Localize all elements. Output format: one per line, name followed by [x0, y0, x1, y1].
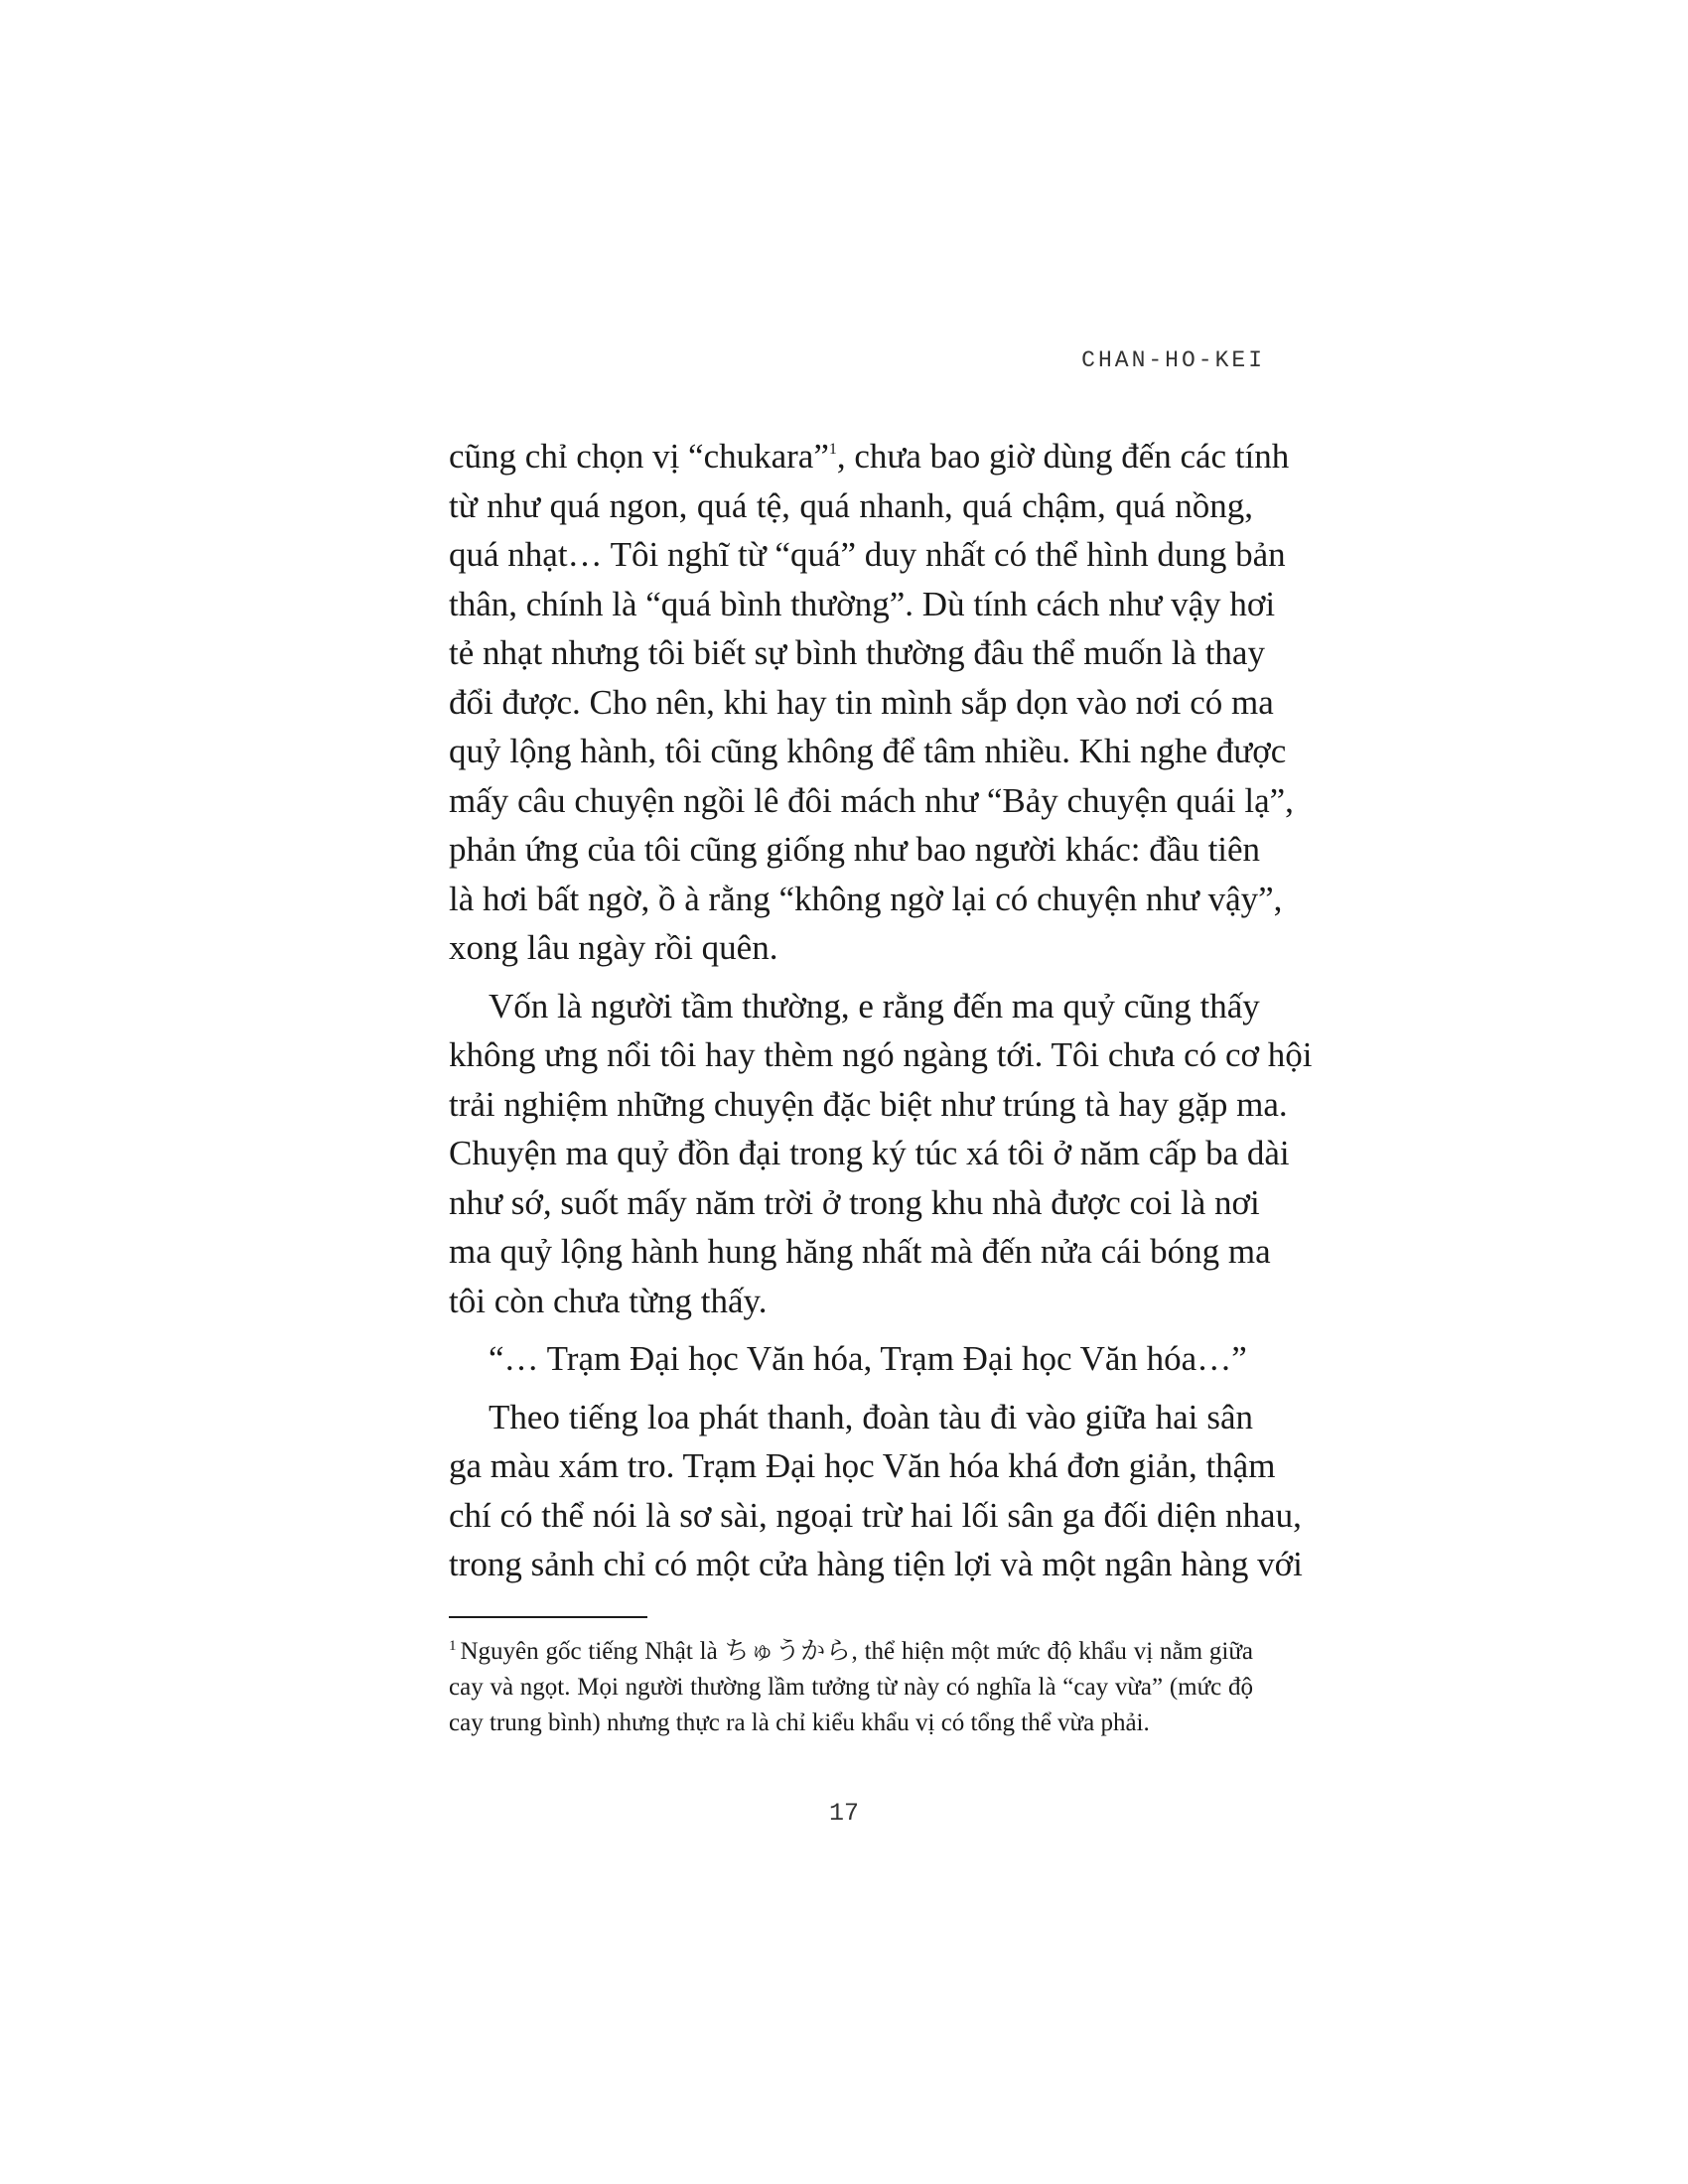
paragraph-4	[449, 1393, 1303, 1589]
footnote-reference[interactable]: 1	[828, 441, 837, 458]
text-line: ma quỷ lộng hành hung hăng nhất mà đến nửa cái bóng ma	[449, 1232, 1271, 1271]
text-line: cũng chỉ chọn vị “chukara”$^1$, chưa bao giờ dùng đến các tính	[449, 437, 1290, 476]
text-line: ga màu xám tro. Trạm Đại học Văn hóa khá đơn giản, thậm	[449, 1446, 1276, 1485]
text-line: trải nghiệm những chuyện đặc biệt như trúng tà hay gặp ma.	[449, 1084, 1288, 1124]
running-header: CHAN-HO-KEI	[1081, 347, 1265, 373]
text-line: Vốn là người tầm thường, e rằng đến ma quỷ cũng thấy	[489, 986, 1260, 1025]
text-line: tôi còn chưa từng thấy.	[449, 1281, 768, 1320]
footnote	[449, 1634, 1253, 1741]
paragraph-1	[449, 432, 1294, 973]
text-line: là hơi bất ngờ, ồ à rằng “không ngờ lại có chuyện như vậy”,	[449, 879, 1283, 918]
footnote-line: $^1$ Nguyên gốc tiếng Nhật là ちゅうから, thể hiện một mức độ khẩu vị nằm giữa	[449, 1638, 1253, 1665]
text-line: chí có thể nói là sơ sài, ngoại trừ hai lối sân ga đối diện nhau,	[449, 1495, 1302, 1535]
footnote-line: cay và ngọt. Mọi người thường lầm tưởng từ này có nghĩa là “cay vừa” (mức độ	[449, 1674, 1253, 1701]
text-line: từ như quá ngon, quá tệ, quá nhanh, quá chậm, quá nồng,	[449, 485, 1253, 525]
text-line: mấy câu chuyện ngồi lê đôi mách như “Bảy chuyện quái lạ”,	[449, 780, 1294, 820]
paragraph-2	[449, 982, 1313, 1326]
footnote-line: cay trung bình) nhưng thực ra là chỉ kiểu khẩu vị có tổng thể vừa phải.	[449, 1709, 1150, 1736]
text-line: phản ứng của tôi cũng giống như bao người khác: đầu tiên	[449, 830, 1261, 869]
footnote-divider	[449, 1616, 647, 1618]
paragraph-3	[449, 1334, 1253, 1384]
text-line: xong lâu ngày rồi quên.	[449, 928, 778, 967]
text-line: trong sảnh chỉ có một cửa hàng tiện lợi và một ngân hàng với	[449, 1545, 1303, 1583]
body-text	[449, 432, 1313, 1589]
page-number: 17	[828, 1799, 859, 1828]
text-line: quỷ lộng hành, tôi cũng không để tâm nhiều. Khi nghe được	[449, 732, 1287, 770]
text-line: đổi được. Cho nên, khi hay tin mình sắp dọn vào nơi có ma	[449, 682, 1274, 722]
text-line: “… Trạm Đại học Văn hóa, Trạm Đại học Văn hóa…”	[489, 1339, 1247, 1378]
text-line: Chuyện ma quỷ đồn đại trong ký túc xá tôi ở năm cấp ba dài	[449, 1134, 1290, 1172]
text-line: tẻ nhạt nhưng tôi biết sự bình thường đâu thể muốn là thay	[449, 633, 1265, 672]
text-line: như sớ, suốt mấy năm trời ở trong khu nhà được coi là nơi	[449, 1182, 1260, 1222]
text-line: thân, chính là “quá bình thường”. Dù tính cách như vậy hơi	[449, 584, 1276, 623]
text-line: không ưng nổi tôi hay thèm ngó ngàng tới. Tôi chưa có cơ hội	[449, 1035, 1313, 1074]
footnote-marker: 1	[449, 1638, 457, 1654]
text-line: Theo tiếng loa phát thanh, đoàn tàu đi vào giữa hai sân	[489, 1397, 1253, 1436]
text-line: quá nhạt… Tôi nghĩ từ “quá” duy nhất có thể hình dung bản	[449, 535, 1286, 574]
